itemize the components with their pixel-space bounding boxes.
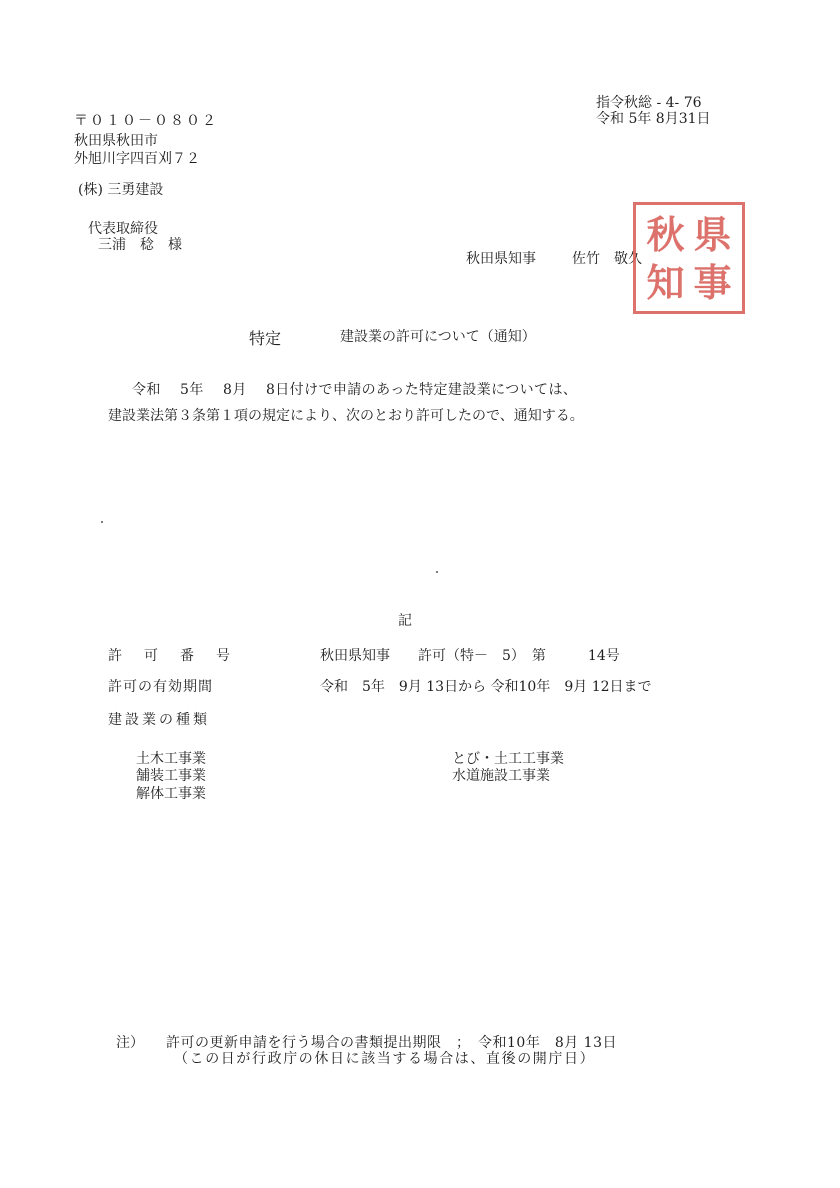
validity-period-value: 令和 5年 9月 13日から 令和10年 9月 12日まで: [320, 679, 652, 695]
construction-type-item: とび・土工工事業: [452, 751, 564, 767]
issue-date: 令和 5年 8月31日: [596, 111, 711, 127]
construction-type-item: 土木工事業: [136, 751, 206, 767]
recipient-name: 三浦 稔 様: [98, 237, 182, 253]
note-label: 注）: [116, 1035, 144, 1051]
address-line-2: 外旭川字四百刈７２: [74, 151, 200, 167]
scan-speck: [436, 571, 438, 573]
body-line-2: 建設業法第３条第１項の規定により、次のとおり許可したので、通知する。: [108, 408, 584, 424]
postal-code: 〒０１０－０８０２: [74, 113, 218, 129]
ki-heading: 記: [398, 613, 412, 629]
body-line-1: 令和 5年 8月 8日付けで申請のあった特定建設業については、: [132, 382, 578, 398]
seal-char: 県: [693, 212, 732, 257]
permit-number-value: 秋田県知事 許可（特－ 5） 第 14号: [320, 648, 620, 664]
construction-type-item: 水道施設工事業: [452, 768, 550, 784]
reference-number: 指令秋総 - 4- 76: [596, 95, 702, 111]
note-line-2: （この日が行政庁の休日に該当する場合は、直後の開庁日）: [174, 1051, 596, 1067]
seal-char: 事: [693, 260, 732, 305]
construction-types-label: 建設業の種類: [108, 712, 210, 728]
address-line-1: 秋田県秋田市: [74, 133, 158, 149]
sender-title: 秋田県知事: [466, 251, 536, 267]
subject-prefix: 特定: [249, 329, 282, 348]
seal-char: 知: [646, 260, 685, 305]
note-line-1: 許可の更新申請を行う場合の書類提出期限 ； 令和10年 8月 13日: [166, 1035, 617, 1051]
validity-period-label: 許可の有効期間: [108, 679, 213, 695]
company-name: (株) 三勇建設: [78, 182, 164, 198]
construction-type-item: 舗装工事業: [136, 768, 206, 784]
subject-title: 建設業の許可について（通知）: [340, 329, 536, 345]
official-seal-stamp: [633, 202, 745, 314]
permit-number-label: 許 可 番 号: [108, 648, 234, 664]
recipient-position: 代表取締役: [88, 221, 158, 237]
sender-name: 佐竹 敬久: [572, 251, 642, 267]
construction-type-item: 解体工事業: [136, 786, 206, 802]
scan-speck: [101, 521, 103, 523]
seal-char: 秋: [646, 212, 685, 257]
